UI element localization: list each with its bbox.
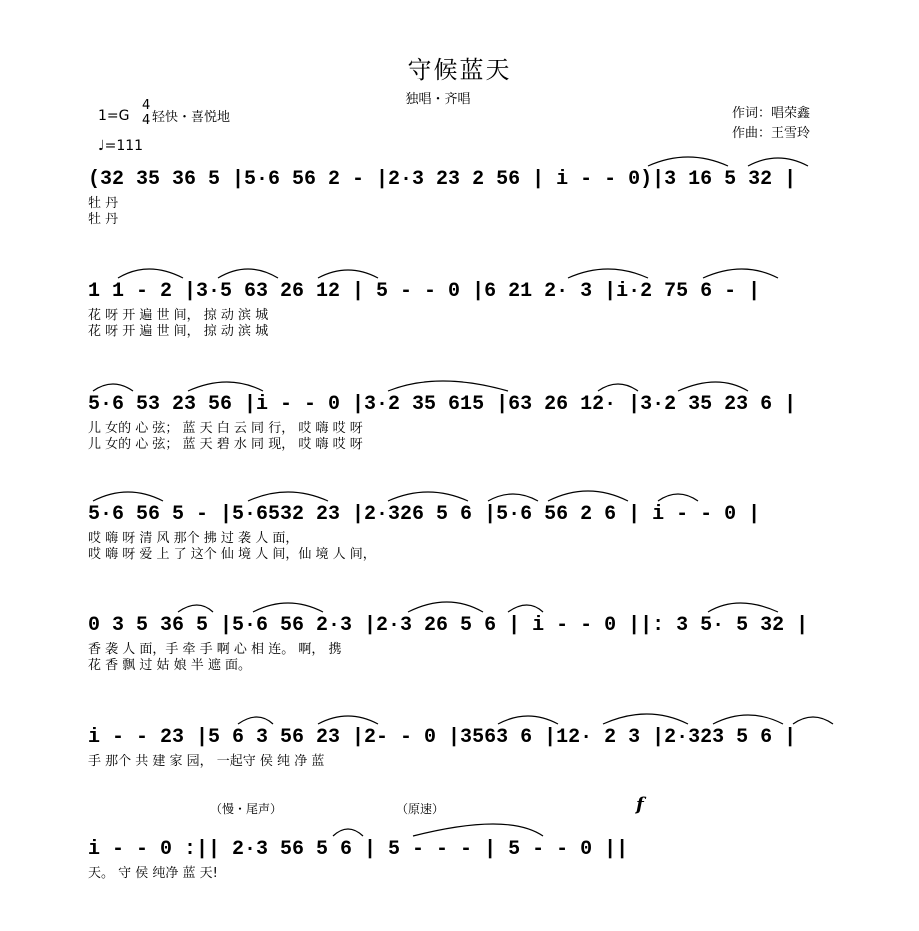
credits	[732, 104, 810, 144]
composer-credit: 作曲：王雪玲	[732, 126, 811, 141]
notation-line-6: i - - 23 |5 6 3 56 23 |2- - 0 |3563 6 |12· 2 3 |2·323 5 6 |	[88, 726, 797, 749]
notation-line-5: 0 3 5 36 5 |5·6 56 2·3 |2·3 26 5 6 | i - - 0 ||: 3 5· 5 32 |	[88, 614, 809, 637]
lyrics-verse-1-line-6: 手 那个 共 建 家 园， 一起守 侯 纯 净 蓝	[88, 754, 325, 769]
notation-line-3: 5·6 53 23 56 |i - - 0 |3·2 35 615 |63 26 12· |3·2 35 23 6 |	[88, 393, 797, 416]
lyrics-verse-2-line-4: 哎 嗨 呀 爱 上 了 这个 仙 境 人 间，仙 境 人 间，	[88, 547, 376, 562]
lyrics-verse-2-line-2: 花 呀 开 遍 世 间， 掠 动 滨 城	[88, 324, 269, 339]
song-title: 守候蓝天	[407, 56, 512, 84]
notation-line-4: 5·6 56 5 - |5·6532 23 |2·326 5 6 |5·6 56 2 6 | i - - 0 |	[88, 503, 761, 526]
tempo-marking: ♩=111	[98, 138, 144, 154]
performance-type: 独唱・齐唱	[405, 92, 471, 107]
coda-marker: （慢・尾声）	[210, 802, 283, 816]
time-signature-numerator: 4	[142, 98, 151, 113]
lyrics-verse-2-line-3: 儿 女的 心 弦； 蓝 天 碧 水 同 现， 哎 嗨 哎 呀	[88, 437, 363, 452]
lyrics-verse-1-line-1: 牡 丹	[88, 196, 119, 211]
performance-style: 轻快・喜悦地	[152, 110, 231, 125]
lyrics-verse-2-line-1: 牡 丹	[88, 212, 119, 227]
lyricist-credit: 作词：唱荣鑫	[732, 106, 811, 121]
dynamic-marking: f	[636, 794, 644, 815]
notation-line-1: (32 35 36 5 |5·6 56 2 - |2·3 23 2 56 | i - - 0)|3 16 5 32 |	[88, 168, 797, 191]
slur-marks	[88, 592, 848, 614]
lyrics-verse-1-line-5: 香 袭 人 面，手 牵 手 啊 心 相 连。 啊， 携	[88, 642, 342, 657]
time-signature	[142, 98, 150, 128]
lyrics-verse-2-line-5: 花 香 飘 过 姑 娘 半 遮 面。	[88, 658, 252, 673]
slur-marks	[88, 816, 848, 838]
slur-marks	[88, 371, 848, 393]
time-signature-denominator: 4	[142, 113, 151, 128]
slur-marks	[88, 481, 848, 503]
slur-marks	[88, 258, 848, 280]
notation-line-7: i - - 0 :|| 2·3 56 5 6 | 5 - - - | 5 - - 0 ||	[88, 838, 629, 861]
lyrics-verse-1-line-2: 花 呀 开 遍 世 间， 掠 动 滨 城	[88, 308, 269, 323]
lyrics-verse-1-line-7: 天。 守 侯 纯净 蓝 天!	[88, 866, 218, 881]
key-signature: 1=G	[98, 108, 130, 124]
original-tempo-marker: （原速）	[396, 802, 445, 816]
lyrics-verse-1-line-3: 儿 女的 心 弦； 蓝 天 白 云 同 行， 哎 嗨 哎 呀	[88, 421, 363, 436]
slur-marks	[88, 146, 848, 168]
notation-line-2: 1 1 - 2 |3·5 63 26 12 | 5 - - 0 |6 21 2· 3 |i·2 75 6 - |	[88, 280, 761, 303]
slur-marks	[88, 704, 848, 726]
lyrics-verse-1-line-4: 哎 嗨 呀 清 风 那个 拂 过 袭 人 面，	[88, 531, 299, 546]
